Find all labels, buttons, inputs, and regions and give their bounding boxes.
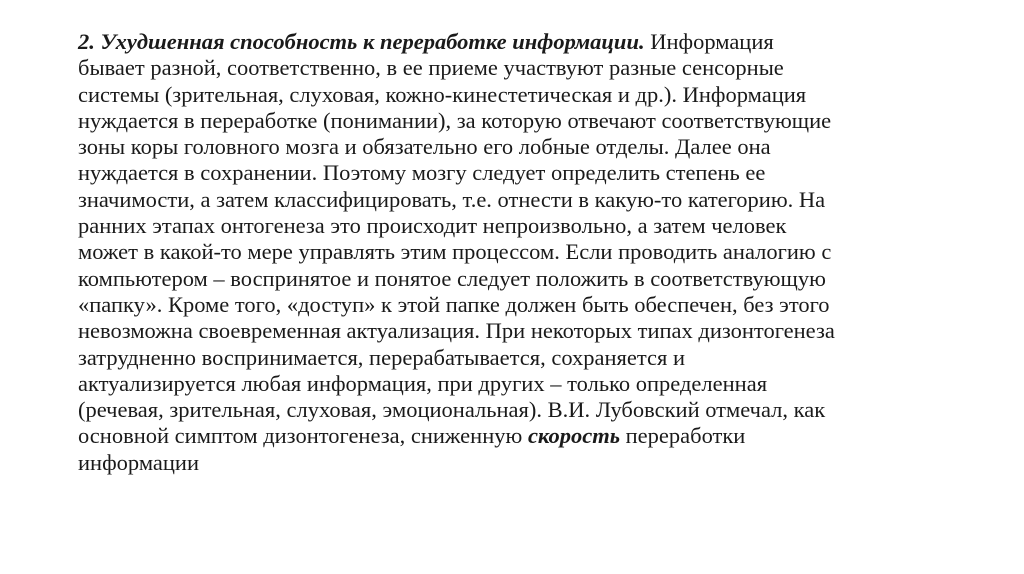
text-line-7: значимости, а затем классифицировать, т.е. отнести в какую-то категорию. На <box>78 186 826 212</box>
text-line-1 <box>78 29 958 55</box>
line-16-start: основной симптом дизонтогенеза, сниженную <box>78 423 528 449</box>
text-line-10: компьютером – воспринятое и понятое следует положить в соответствующую <box>78 265 826 291</box>
text-line-4: нуждается в переработке (понимании), за которую отвечают соответствующие <box>78 107 832 133</box>
text-line-16 <box>78 423 958 449</box>
text-line-17: информации <box>78 449 200 475</box>
line-16-end: переработки <box>620 423 746 449</box>
text-line-5: зоны коры головного мозга и обязательно его лобные отделы. Далее она <box>78 134 771 160</box>
text-line-11: «папку». Кроме того, «доступ» к этой папке должен быть обеспечен, без этого <box>78 291 830 317</box>
text-line-12: невозможна своевременная актуализация. При некоторых типах дизонтогенеза <box>78 318 835 344</box>
text-line-9: может в какой-то мере управлять этим процессом. Если проводить аналогию с <box>78 239 832 265</box>
text-line-14: актуализируется любая информация, при других – только определенная <box>78 370 768 396</box>
text-line-2: бывает разной, соответственно, в ее приеме участвуют разные сенсорные <box>78 55 784 81</box>
body-paragraph <box>78 29 958 476</box>
section-heading: 2. Ухудшенная способность к переработке информации. <box>78 29 645 54</box>
text-line-6: нуждается в сохранении. Поэтому мозгу следует определить степень ее <box>78 160 766 186</box>
text-line-3: системы (зрительная, слуховая, кожно-кинестетическая и др.). Информация <box>78 81 807 107</box>
text-line-8: ранних этапах онтогенеза это происходит непроизвольно, а затем человек <box>78 213 787 239</box>
emphasized-word: скорость <box>527 423 620 449</box>
text-line-13: затрудненно воспринимается, перерабатывается, сохраняется и <box>78 344 685 370</box>
text-line-15: (речевая, зрительная, слуховая, эмоциональная). В.И. Лубовский отмечал, как <box>78 397 826 423</box>
line-1-text: Информация <box>644 29 774 54</box>
